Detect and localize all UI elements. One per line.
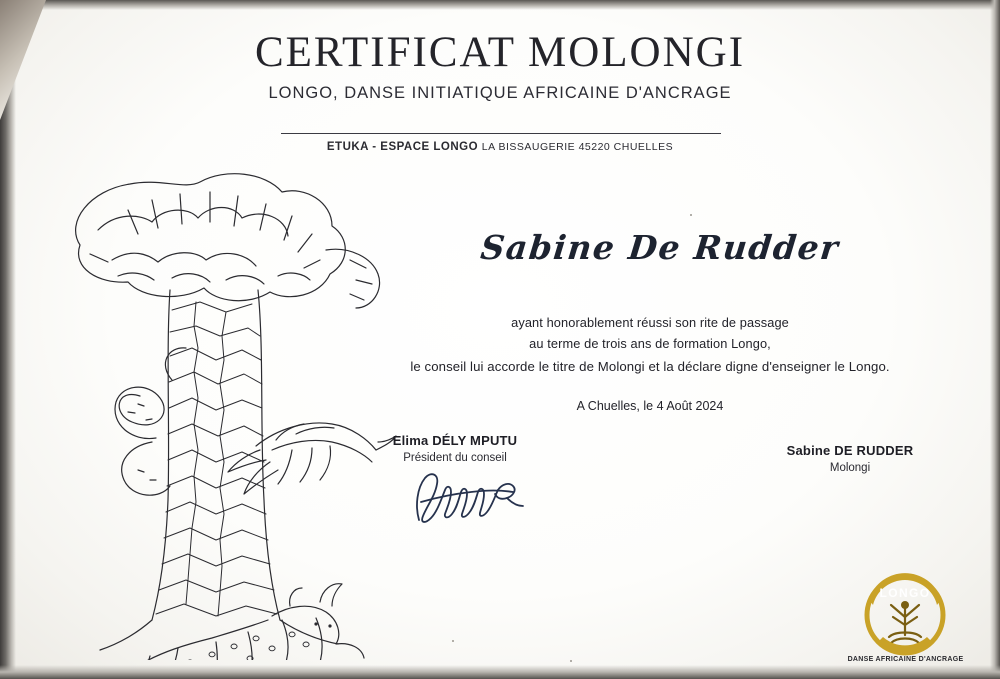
scan-speck xyxy=(570,660,572,662)
signature-block-right xyxy=(730,443,970,474)
scan-edge-top xyxy=(0,0,1000,10)
scan-speck xyxy=(452,640,454,642)
header-divider xyxy=(281,133,721,134)
certificate-title: CERTIFICAT MOLONGI xyxy=(254,29,746,76)
scan-speck xyxy=(690,214,692,216)
body-line-1: ayant honorablement réussi son rite de passage xyxy=(511,315,789,330)
certificate-header xyxy=(0,30,1000,103)
svg-text:LONGO: LONGO xyxy=(879,586,931,600)
place-and-date: A Chuelles, le 4 Août 2024 xyxy=(576,399,724,413)
recipient-name: Sabine De Rudder xyxy=(478,228,842,267)
venue-organisation: ETUKA - ESPACE LONGO xyxy=(326,141,479,153)
body-line-2: au terme de trois ans de formation Longo, xyxy=(529,336,771,351)
longo-logo xyxy=(845,565,965,670)
signature-block-left xyxy=(330,433,580,464)
logo-caption: DANSE AFRICAINE D'ANCRAGE xyxy=(847,656,964,663)
body-line-3: le conseil lui accorde le titre de Molongi et la déclare digne d'enseigner le Longo. xyxy=(410,359,890,374)
signer-right-role: Molongi xyxy=(829,462,871,474)
venue-address: LA BISSAUGERIE 45220 CHUELLES xyxy=(481,141,674,153)
certificate-subtitle: LONGO, DANSE INITIATIQUE AFRICAINE D'ANCRAGE xyxy=(268,84,732,103)
signer-left-name: Elima DÉLY MPUTU xyxy=(392,433,518,448)
signer-right-name: Sabine DE RUDDER xyxy=(786,443,914,458)
handwritten-signature-icon xyxy=(405,466,535,528)
signer-left-role: Président du conseil xyxy=(403,452,507,464)
